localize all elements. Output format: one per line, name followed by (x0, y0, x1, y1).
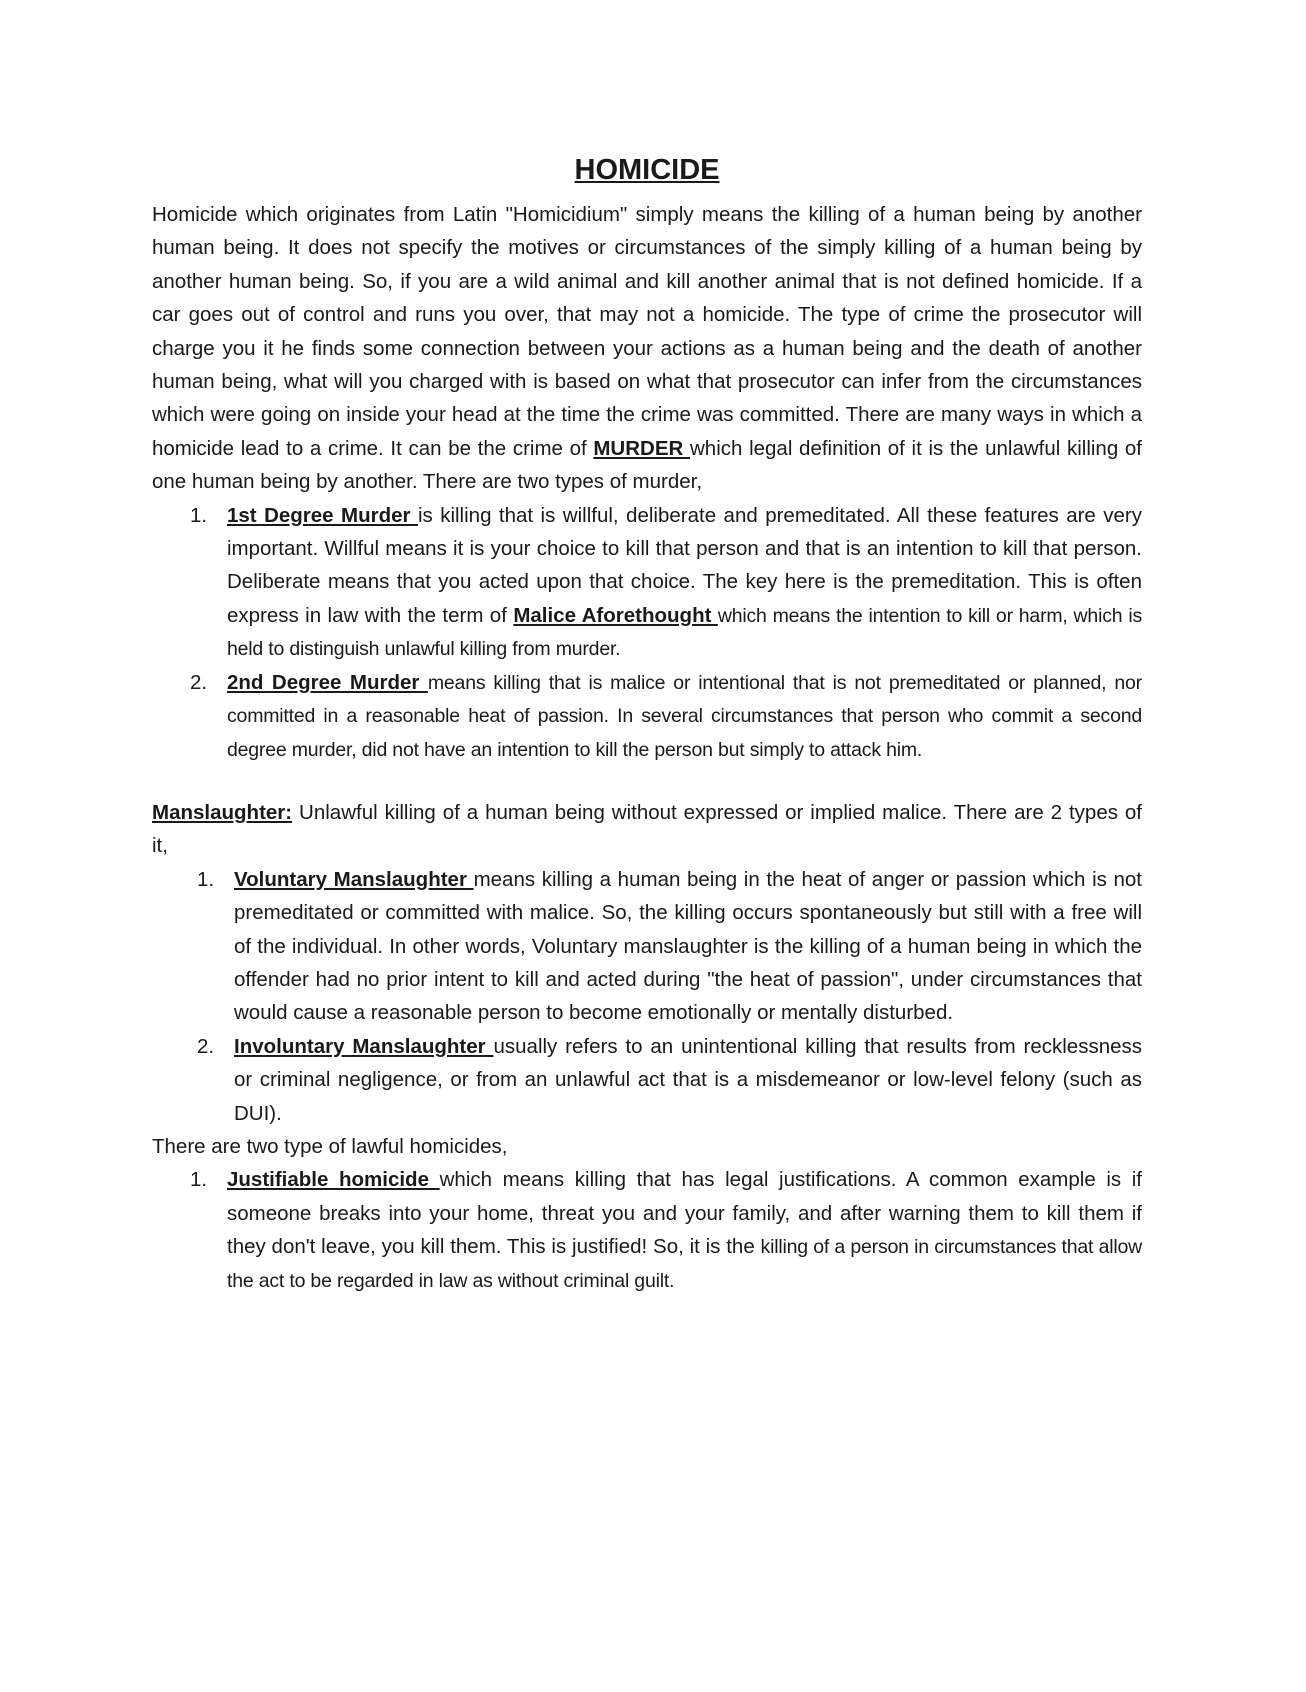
manslaughter-types-list (152, 863, 1142, 1130)
keyword-involuntary-manslaughter: Involuntary Manslaughter (234, 1034, 494, 1058)
manslaughter-paragraph (152, 796, 1142, 863)
list-item-text: killing of a person in circumstances that allow the act to be regarded in law as without criminal guilt. (227, 1236, 1143, 1292)
document-page (152, 150, 1142, 1297)
lawful-types-list (152, 1163, 1142, 1297)
list-number: 2. (190, 670, 208, 694)
keyword-voluntary-manslaughter: Voluntary Manslaughter (234, 867, 474, 891)
list-item (152, 1030, 1142, 1130)
list-number: 1. (197, 867, 215, 891)
document-title: HOMICIDE (574, 154, 720, 186)
list-item-text: usually refers to an unintentional killing that results from recklessness or criminal negligence, or from an unlawful act that is a misdemeanor or low-level felony (such as DUI). (234, 1034, 1142, 1125)
keyword-manslaughter: Manslaughter: (152, 800, 293, 824)
list-item-text: means killing a human being in the heat of anger or passion which is not premeditated or committed with malice. So, the killing occurs spontaneously but still with a free will of the individual. In other words, Voluntary manslaughter is the killing of a human being in which the offender had no prior intent to kill and acted during "the heat of passion", under circumstances that would cause a reasonable person to become emotionally or mentally disturbed. (234, 867, 1143, 1025)
keyword-malice-aforethought: Malice Aforethought (513, 603, 718, 627)
keyword-second-degree-murder: 2nd Degree Murder (227, 670, 428, 694)
lawful-homicides-intro: There are two type of lawful homicides, (152, 1134, 508, 1158)
keyword-murder: MURDER (593, 436, 690, 460)
murder-types-list (152, 499, 1142, 766)
list-item-text: which means killing that has legal justifications. A common example is if someone breaks into your home, threat you and your family, and after warning them to kill them if they don't leave, you kill them. This is justified! So, it is the (227, 1168, 1142, 1259)
list-item-text: means killing that is malice or intentional that is not premeditated or planned, nor committed in a reasonable heat of passion. In several circumstances that person who commit a second degree murder, did not have an intention to kill the person but simply to attack him. (227, 671, 1142, 761)
list-item-text: which means the intention to kill or harm, which is held to distinguish unlawful killing from murder. (227, 604, 1142, 661)
keyword-first-degree-murder: 1st Degree Murder (227, 503, 418, 527)
list-item-text: is killing that is willful, deliberate and premeditated. All these features are very important. Willful means it is your choice to kill that person and that is an intention to kill that person. Deliberate means that you acted upon that choice. The key here is the premeditation. This is often express in law with the term of (227, 503, 1142, 627)
intro-paragraph (152, 198, 1142, 499)
list-number: 2. (197, 1034, 215, 1058)
list-number: 1. (190, 503, 208, 527)
intro-text-1: Homicide which originates from Latin "Homicidium" simply means the killing of a human being by another human being. It does not specify the motives or circumstances of the simply killing of a human being by another human being. So, if you are a wild animal and kill another animal that is not defined homicide. If a car goes out of control and runs you over, that may not a homicide. The type of crime the prosecutor will charge you it he finds some connection between your actions as a human being and the death of another human being, what will you charged with is based on what that prosecutor can infer from the circumstances which were going on inside your head at the time the crime was committed. There are many ways in which a homicide lead to a crime. It can be the crime of (152, 203, 1142, 460)
list-item (152, 1163, 1142, 1297)
paragraph-gap (152, 766, 1142, 796)
keyword-justifiable-homicide: Justifiable homicide (227, 1168, 440, 1192)
list-item (152, 499, 1142, 666)
intro-text-2: which legal definition of it is the unlawful killing of one human being by another. There are two types of murder, (152, 436, 1142, 494)
list-item (152, 666, 1142, 766)
manslaughter-text: Unlawful killing of a human being without expressed or implied malice. There are 2 types of it, (152, 800, 1142, 858)
list-number: 1. (190, 1168, 208, 1192)
list-item (152, 863, 1142, 1030)
